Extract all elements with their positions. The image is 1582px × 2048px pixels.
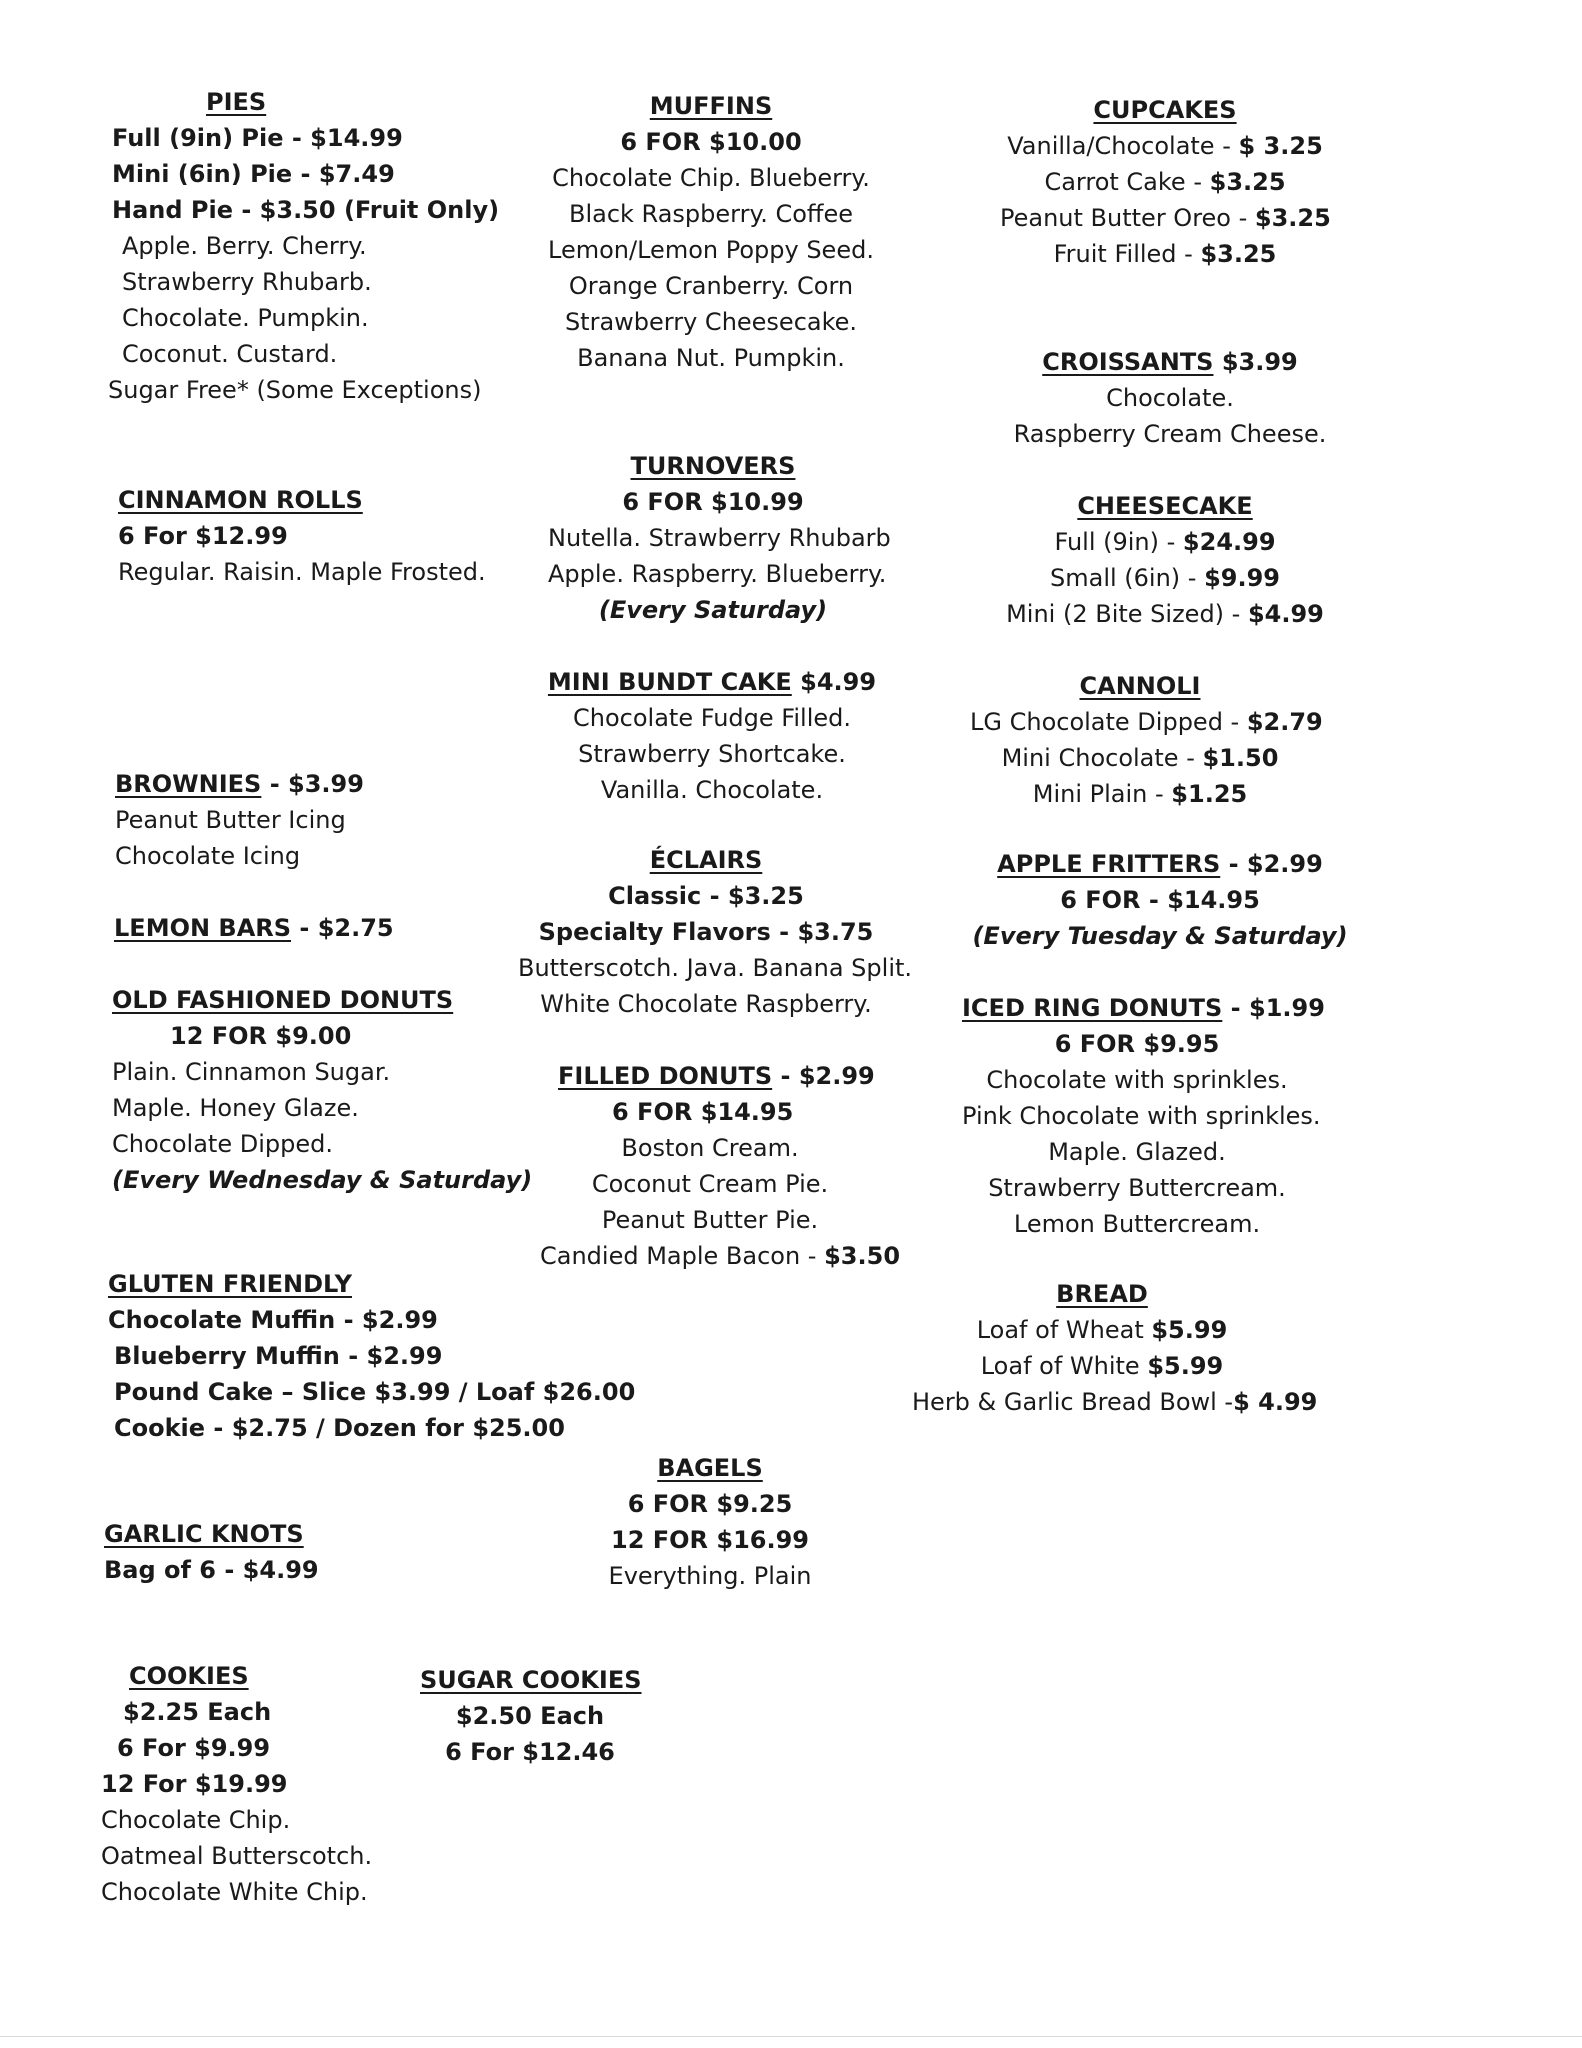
pies-flavor: Strawberry Rhubarb. [122, 268, 372, 296]
croissants-flavor: Raspberry Cream Cheese. [1013, 420, 1327, 448]
cannoli-price: $2.79 [1246, 708, 1323, 736]
cupcake-item [1000, 200, 1330, 236]
iced-ring-heading [962, 990, 1325, 1026]
old-fashioned-flavor: Chocolate Dipped. [112, 1130, 333, 1158]
gluten-friendly-item: Chocolate Muffin - $2.99 [108, 1306, 438, 1334]
scan-edge-line [0, 2036, 1582, 2037]
croissants-title: CROISSANTS [1042, 348, 1214, 376]
filled-donuts-flavor: Coconut Cream Pie. [591, 1170, 829, 1198]
iced-ring-flavor: Lemon Buttercream. [1013, 1210, 1261, 1238]
filled-donuts-special-price: $3.50 [824, 1242, 901, 1270]
brownies-section [115, 766, 364, 874]
iced-ring-flavor: Chocolate with sprinkles. [986, 1066, 1288, 1094]
sugar-cookies-title: SUGAR COOKIES [420, 1666, 642, 1694]
filled-donuts-price: - $2.99 [772, 1062, 875, 1090]
bread-price: $5.99 [1151, 1316, 1228, 1344]
cookies-flavor: Chocolate White Chip. [101, 1878, 368, 1906]
cannoli-section [970, 668, 1323, 812]
mini-bundt-flavor: Strawberry Shortcake. [578, 740, 846, 768]
garlic-knots-price: Bag of 6 - $4.99 [104, 1556, 319, 1584]
iced-ring-flavor: Strawberry Buttercream. [988, 1174, 1286, 1202]
iced-ring-price: - $1.99 [1222, 994, 1325, 1022]
bagels-flavors: Everything. Plain [608, 1562, 812, 1590]
eclairs-flavor: Butterscotch. Java. Banana Split. [518, 954, 913, 982]
cheesecake-name: Full (9in) - [1054, 528, 1183, 556]
eclairs-specialty: Specialty Flavors - $3.75 [538, 918, 874, 946]
turnovers-flavor: Apple. Raspberry. Blueberry. [548, 560, 887, 588]
pies-flavor: Chocolate. Pumpkin. [122, 304, 369, 332]
muffins-section [547, 88, 875, 376]
old-fashioned-title: OLD FASHIONED DONUTS [112, 986, 454, 1014]
cupcake-price: $3.25 [1254, 204, 1331, 232]
lemon-bars-section [114, 910, 394, 946]
sugar-cookies-price: 6 For $12.46 [445, 1738, 615, 1766]
old-fashioned-flavor: Maple. Honey Glaze. [112, 1094, 359, 1122]
cupcakes-title: CUPCAKES [1093, 96, 1237, 124]
iced-ring-section [962, 990, 1325, 1242]
filled-donuts-flavor: Peanut Butter Pie. [601, 1206, 819, 1234]
pies-flavor: Coconut. Custard. [122, 340, 338, 368]
eclairs-title: ÉCLAIRS [649, 846, 763, 874]
cinnamon-rolls-flavors: Regular. Raisin. Maple Frosted. [118, 558, 486, 586]
cheesecake-name: Mini (2 Bite Sized) - [1006, 600, 1248, 628]
bagels-section [570, 1450, 850, 1594]
eclairs-section [518, 842, 913, 1022]
mini-bundt-heading [547, 664, 877, 700]
cannoli-item [970, 776, 1310, 812]
cinnamon-rolls-section [118, 482, 486, 590]
brownies-price: - $3.99 [261, 770, 364, 798]
gluten-friendly-section [108, 1266, 635, 1446]
cannoli-item [970, 704, 1323, 740]
old-fashioned-section [112, 982, 532, 1198]
pies-flavor: Apple. Berry. Cherry. [122, 232, 367, 260]
filled-donuts-bulk: 6 FOR $14.95 [612, 1098, 794, 1126]
garlic-knots-title: GARLIC KNOTS [104, 1520, 304, 1548]
cupcake-price: $3.25 [1209, 168, 1286, 196]
turnovers-price: 6 FOR $10.99 [622, 488, 804, 516]
bagels-price: 6 FOR $9.25 [627, 1490, 793, 1518]
cannoli-name: Mini Plain - [1032, 780, 1172, 808]
apple-fritters-section [970, 846, 1350, 954]
eclairs-flavor: White Chocolate Raspberry. [540, 990, 872, 1018]
bread-section [912, 1276, 1318, 1420]
cupcake-price: $3.25 [1200, 240, 1277, 268]
bread-price: $5.99 [1147, 1352, 1224, 1380]
cinnamon-rolls-price: 6 For $12.99 [118, 522, 288, 550]
cookies-price: $2.25 Each [123, 1698, 272, 1726]
cupcake-item [1000, 164, 1330, 200]
iced-ring-flavor: Pink Chocolate with sprinkles. [962, 1102, 1321, 1130]
mini-bundt-title: MINI BUNDT CAKE [547, 668, 792, 696]
cheesecake-item [1000, 560, 1330, 596]
gluten-friendly-item: Cookie - $2.75 / Dozen for $25.00 [114, 1414, 565, 1442]
cheesecake-section [1000, 488, 1330, 632]
apple-fritters-note: (Every Tuesday & Saturday) [972, 922, 1348, 950]
cupcake-item [1000, 128, 1330, 164]
cookies-price: 6 For $9.99 [117, 1734, 271, 1762]
cheesecake-name: Small (6in) - [1050, 564, 1205, 592]
cupcake-item [1000, 236, 1330, 272]
mini-bundt-flavor: Chocolate Fudge Filled. [573, 704, 851, 732]
apple-fritters-title: APPLE FRITTERS [997, 850, 1221, 878]
gluten-friendly-title: GLUTEN FRIENDLY [108, 1270, 352, 1298]
bread-item [912, 1312, 1292, 1348]
pies-sugar-free: Sugar Free* (Some Exceptions) [108, 376, 482, 404]
cannoli-price: $1.50 [1202, 744, 1279, 772]
muffins-price: 6 FOR $10.00 [620, 128, 802, 156]
gluten-friendly-item: Pound Cake – Slice $3.99 / Loaf $26.00 [114, 1378, 636, 1406]
cupcakes-section [1000, 92, 1330, 272]
filled-donuts-flavor: Boston Cream. [621, 1134, 799, 1162]
iced-ring-flavor: Maple. Glazed. [1048, 1138, 1226, 1166]
apple-fritters-price: - $2.99 [1220, 850, 1323, 878]
brownies-flavor: Peanut Butter Icing [115, 806, 346, 834]
muffins-title: MUFFINS [649, 92, 773, 120]
bread-name: Loaf of Wheat [976, 1316, 1152, 1344]
cupcake-name: Carrot Cake - [1044, 168, 1210, 196]
cookies-price: 12 For $19.99 [101, 1770, 288, 1798]
bread-name: Herb & Garlic Bread Bowl - [912, 1388, 1234, 1416]
cookies-flavor: Chocolate Chip. [101, 1806, 291, 1834]
gluten-friendly-item: Blueberry Muffin - $2.99 [114, 1342, 443, 1370]
iced-ring-bulk: 6 FOR $9.95 [1054, 1030, 1220, 1058]
lemon-bars-title: LEMON BARS [114, 914, 292, 942]
filled-donuts-section [540, 1058, 901, 1274]
muffins-flavor: Banana Nut. Pumpkin. [577, 344, 845, 372]
cookies-section [101, 1658, 372, 1910]
pies-hand-price: Hand Pie - $3.50 (Fruit Only) [112, 196, 500, 224]
iced-ring-title: ICED RING DONUTS [962, 994, 1223, 1022]
croissants-price: $3.99 [1213, 348, 1298, 376]
bread-item [912, 1384, 1318, 1420]
muffins-flavor: Black Raspberry. Coffee [568, 200, 853, 228]
turnovers-section [548, 448, 891, 628]
cupcake-name: Peanut Butter Oreo - [1000, 204, 1255, 232]
cannoli-price: $1.25 [1171, 780, 1248, 808]
pies-mini-price: Mini (6in) Pie - $7.49 [112, 160, 395, 188]
mini-bundt-flavor: Vanilla. Chocolate. [600, 776, 824, 804]
cinnamon-rolls-title: CINNAMON ROLLS [118, 486, 363, 514]
cupcake-name: Vanilla/Chocolate - [1007, 132, 1239, 160]
cannoli-title: CANNOLI [1079, 672, 1201, 700]
cannoli-name: Mini Chocolate - [1001, 744, 1203, 772]
brownies-heading [115, 766, 364, 802]
cheesecake-price: $4.99 [1247, 600, 1324, 628]
brownies-title: BROWNIES [115, 770, 262, 798]
old-fashioned-price: 12 FOR $9.00 [170, 1022, 352, 1050]
pies-title: PIES [206, 88, 267, 116]
pies-section [108, 84, 499, 408]
old-fashioned-note: (Every Wednesday & Saturday) [112, 1166, 533, 1194]
cupcake-price: $ 3.25 [1238, 132, 1323, 160]
old-fashioned-flavor: Plain. Cinnamon Sugar. [112, 1058, 391, 1086]
croissants-flavor: Chocolate. [1106, 384, 1234, 412]
pies-full-price: Full (9in) Pie - $14.99 [112, 124, 403, 152]
croissants-heading [1010, 344, 1330, 380]
muffins-flavor: Orange Cranberry. Corn [568, 272, 854, 300]
garlic-knots-section [104, 1516, 319, 1588]
turnovers-title: TURNOVERS [630, 452, 796, 480]
cheesecake-title: CHEESECAKE [1077, 492, 1253, 520]
cannoli-item [970, 740, 1310, 776]
filled-donuts-heading [540, 1058, 880, 1094]
bread-title: BREAD [1056, 1280, 1148, 1308]
muffins-flavor: Chocolate Chip. Blueberry. [552, 164, 870, 192]
cheesecake-item [1000, 596, 1330, 632]
cookies-title: COOKIES [129, 1662, 249, 1690]
muffins-flavor: Lemon/Lemon Poppy Seed. [548, 236, 874, 264]
lemon-bars-price: - $2.75 [291, 914, 394, 942]
filled-donuts-title: FILLED DONUTS [558, 1062, 773, 1090]
bread-name: Loaf of White [980, 1352, 1148, 1380]
cannoli-name: LG Chocolate Dipped - [970, 708, 1247, 736]
cheesecake-item [1000, 524, 1330, 560]
bagels-title: BAGELS [657, 1454, 763, 1482]
eclairs-classic: Classic - $3.25 [608, 882, 804, 910]
croissants-section [1010, 344, 1330, 452]
cookies-flavor: Oatmeal Butterscotch. [101, 1842, 373, 1870]
brownies-flavor: Chocolate Icing [115, 842, 301, 870]
apple-fritters-heading [970, 846, 1350, 882]
bagels-price: 12 FOR $16.99 [611, 1526, 809, 1554]
lemon-bars-heading [114, 910, 394, 946]
turnovers-note: (Every Saturday) [598, 596, 828, 624]
apple-fritters-bulk: 6 FOR - $14.95 [1060, 886, 1260, 914]
cupcake-name: Fruit Filled - [1053, 240, 1201, 268]
filled-donuts-special-name: Candied Maple Bacon - [540, 1242, 825, 1270]
mini-bundt-price: $4.99 [791, 668, 877, 696]
sugar-cookies-section [420, 1662, 640, 1770]
cheesecake-price: $9.99 [1204, 564, 1280, 592]
bread-price: $ 4.99 [1233, 1388, 1318, 1416]
mini-bundt-section [547, 664, 877, 808]
cheesecake-price: $24.99 [1182, 528, 1276, 556]
sugar-cookies-price: $2.50 Each [455, 1702, 605, 1730]
bread-item [912, 1348, 1292, 1384]
turnovers-flavor: Nutella. Strawberry Rhubarb [548, 524, 891, 552]
muffins-flavor: Strawberry Cheesecake. [564, 308, 858, 336]
